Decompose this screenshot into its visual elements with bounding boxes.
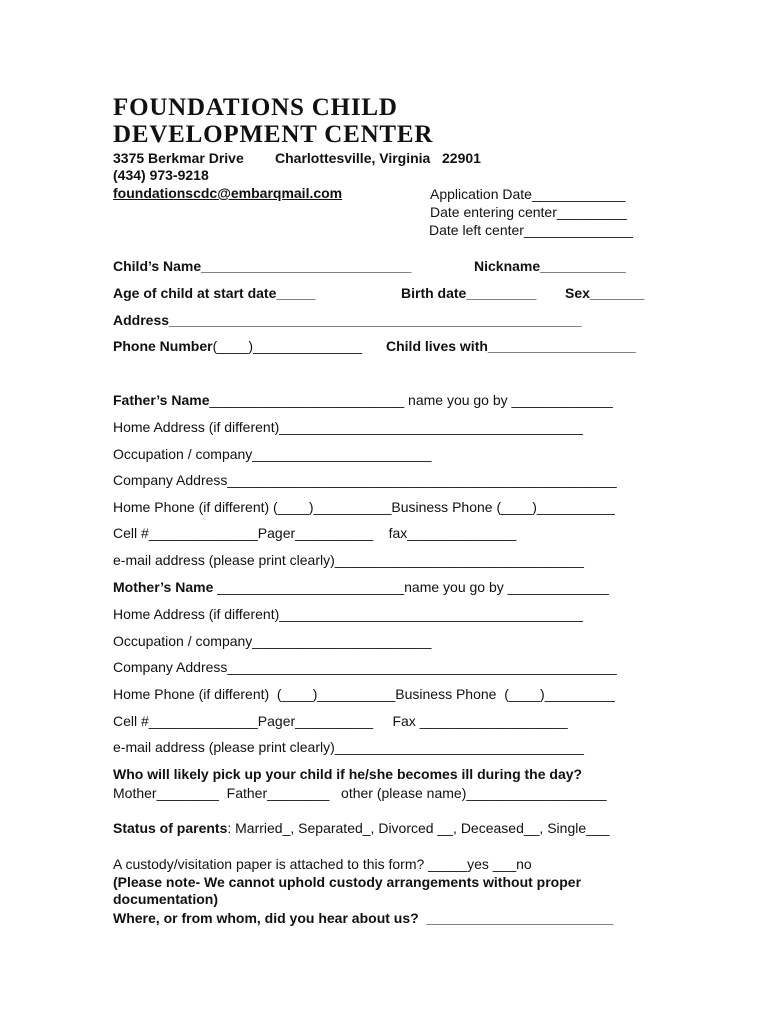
referral-question: Where, or from whom, did you hear about us? ________________________ — [113, 910, 614, 926]
father-home-address-field: Home Address (if different)_______________________________________ — [113, 419, 583, 435]
pickup-options: Mother________ Father________ other (please name)__________________ — [113, 785, 607, 801]
birth-date-field: Birth date_________ — [401, 285, 537, 301]
street-address: 3375 Berkmar Drive — [113, 150, 244, 166]
father-email-field: e-mail address (please print clearly)________________________________ — [113, 552, 584, 568]
father-occupation-field: Occupation / company_______________________ — [113, 446, 432, 462]
father-company-address-field: Company Address__________________________________________________ — [113, 472, 617, 488]
childs-name-field: Child’s Name___________________________ — [113, 258, 412, 274]
pickup-question: Who will likely pick up your child if he/she becomes ill during the day? — [113, 766, 583, 782]
child-address-field: Address_____________________________________________________ — [113, 312, 582, 328]
mother-home-address-field: Home Address (if different)_______________________________________ — [113, 606, 583, 622]
mother-phone-field: Home Phone (if different) (____)__________Business Phone (____)_________ — [113, 686, 615, 702]
custody-note-line1: (Please note- We cannot uphold custody arrangements without proper — [113, 874, 582, 890]
father-phone-field: Home Phone (if different) (____)__________Business Phone (____)__________ — [113, 499, 615, 515]
center-name-line2: DEVELOPMENT CENTER — [113, 121, 434, 148]
parent-status-label: Status of parents — [113, 820, 228, 836]
date-left-field: Date left center______________ — [429, 222, 633, 238]
mothers-name-label: Mother’s Name — [113, 579, 214, 595]
center-email: foundationscdc@embarqmail.com — [113, 185, 343, 201]
mothers-name-blank: ________________________name you go by _____________ — [213, 579, 609, 595]
age-field: Age of child at start date_____ — [113, 285, 316, 301]
application-date-field: Application Date____________ — [430, 186, 626, 202]
child-lives-with-field: Child lives with___________________ — [386, 338, 636, 354]
mother-email-field: e-mail address (please print clearly)________________________________ — [113, 739, 584, 755]
father-cell-field: Cell #______________Pager__________ fax______________ — [113, 525, 517, 541]
child-phone-blank: (____)______________ — [212, 338, 363, 354]
nickname-field: Nickname___________ — [474, 258, 626, 274]
fathers-name-field — [113, 392, 613, 409]
mother-company-address-field: Company Address__________________________________________________ — [113, 659, 617, 675]
fathers-name-label: Father’s Name — [113, 392, 210, 408]
center-name-line1: FOUNDATIONS CHILD — [113, 94, 398, 121]
date-entering-field: Date entering center_________ — [430, 204, 627, 220]
custody-question: A custody/visitation paper is attached to this form? _____yes ___no — [113, 856, 532, 872]
parent-status-options: : Married_, Separated_, Divorced __, Deceased__, Single___ — [227, 820, 610, 836]
center-phone: (434) 973-9218 — [113, 167, 209, 183]
custody-note-line2: documentation) — [113, 891, 218, 907]
sex-field: Sex_______ — [565, 285, 645, 301]
mothers-name-field — [113, 579, 609, 596]
mother-cell-field: Cell #______________Pager__________ Fax ___________________ — [113, 713, 568, 729]
fathers-name-blank: _________________________ name you go by _____________ — [209, 392, 613, 408]
mother-occupation-field: Occupation / company_______________________ — [113, 633, 432, 649]
child-phone-label: Phone Number — [113, 338, 213, 354]
city-state-zip: Charlottesville, Virginia 22901 — [275, 150, 481, 166]
child-phone-field — [113, 338, 362, 355]
parent-status-field — [113, 820, 609, 837]
